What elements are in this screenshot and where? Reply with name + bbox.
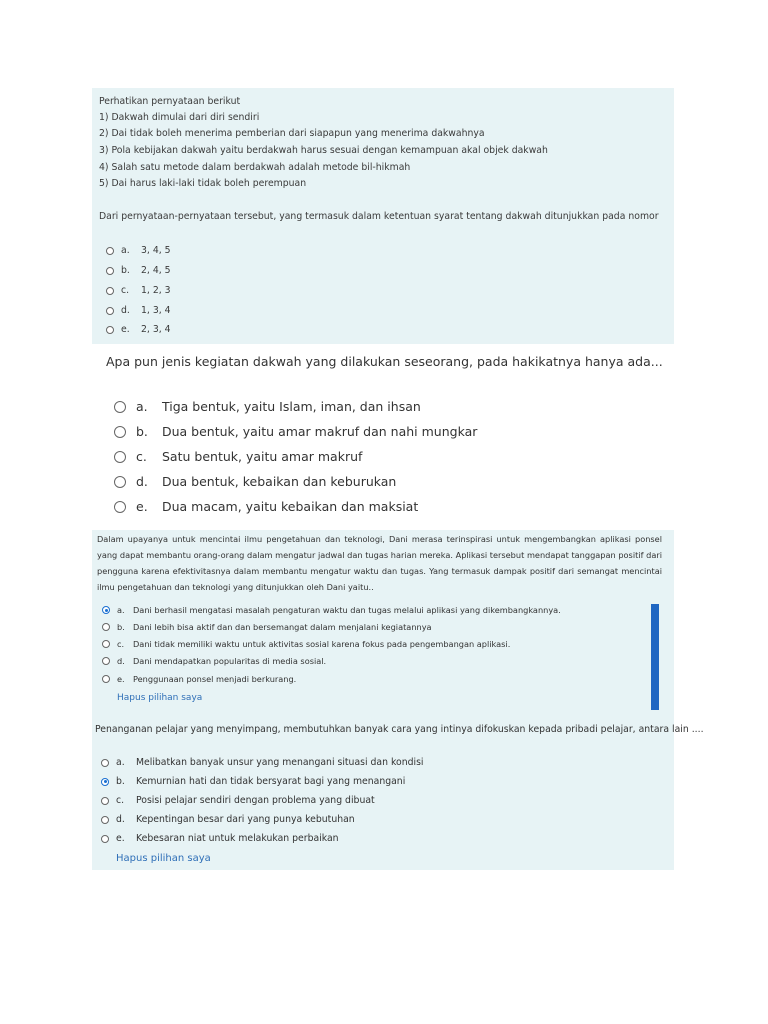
q2-option-e[interactable] [114,499,418,514]
option-letter: d. [136,474,148,489]
option-letter: e. [117,674,125,684]
radio-button[interactable] [102,675,110,683]
option-text: 3, 4, 5 [141,245,171,256]
question-3-text: Dalam upayanya untuk mencintai ilmu pengetahuan dan teknologi, Dani merasa terinspirasi untuk mengembangkan aplikasi ponsel yang dapat membantu orang-orang dalam mengatur jadwal dan tugas harian mereka. Aplikasi tersebut mendapat tanggapan positif dari pengguna karena efektivitasnya dalam membantu mengatur waktu dan tugas. Yang termasuk dampak positif dari semangat mencintai ilmu pengetahuan dan teknologi yang ditunjukkan oleh Dani yaitu.. [97,534,662,592]
option-text: 1, 3, 4 [141,305,171,316]
clear-choice-link[interactable]: Hapus pilihan saya [117,693,203,703]
q1-option-a[interactable] [106,245,171,256]
radio-button[interactable] [102,657,110,665]
radio-button[interactable] [106,267,114,275]
option-letter: b. [117,622,125,632]
option-text: 1, 2, 3 [141,285,171,296]
q1-option-e[interactable] [106,324,171,335]
q3-option-d[interactable] [102,656,326,666]
option-text: Tiga bentuk, yaitu Islam, iman, dan ihsan [162,399,421,414]
q3-option-c[interactable] [102,639,510,649]
question-1-text: Dari pernyataan-pernyataan tersebut, yang termasuk dalam ketentuan syarat tentang dakwah ditunjukkan pada nomor [99,211,659,222]
radio-button[interactable] [106,326,114,334]
statement-5: 5) Dai harus laki-laki tidak boleh perempuan [99,178,307,189]
q1-option-d[interactable] [106,305,171,316]
statement-3: 3) Pola kebijakan dakwah yaitu berdakwah harus sesuai dengan kemampuan akal objek dakwah [99,145,548,156]
radio-button[interactable] [101,835,109,843]
option-letter: c. [117,639,125,649]
radio-button-selected[interactable] [101,778,109,786]
q2-option-c[interactable] [114,449,362,464]
option-text: Kemurnian hati dan tidak bersyarat bagi yang menangani [136,776,406,787]
q2-option-b[interactable] [114,424,477,439]
option-letter: a. [117,605,125,615]
radio-button[interactable] [102,623,110,631]
option-letter: e. [136,499,148,514]
q3-option-a[interactable] [102,605,561,615]
radio-button[interactable] [114,401,126,413]
q4-option-a[interactable] [101,757,424,768]
q1-option-c[interactable] [106,285,171,296]
q4-option-b[interactable] [101,776,405,787]
radio-button[interactable] [114,426,126,438]
radio-button[interactable] [106,307,114,315]
q2-option-d[interactable] [114,474,396,489]
q4-option-d[interactable] [101,814,355,825]
option-text: Dani berhasil mengatasi masalah pengaturan waktu dan tugas melalui aplikasi yang dikembangkannya. [133,605,561,615]
radio-button[interactable] [101,816,109,824]
statement-1: 1) Dakwah dimulai dari diri sendiri [99,112,260,123]
option-text: Dani mendapatkan popularitas di media sosial. [133,656,327,666]
option-text: Melibatkan banyak unsur yang menangani situasi dan kondisi [136,757,424,768]
option-letter: b. [136,424,148,439]
option-text: Satu bentuk, yaitu amar makruf [162,449,363,464]
q1-option-b[interactable] [106,265,171,276]
option-letter: d. [121,305,130,316]
option-letter: c. [116,795,125,806]
option-letter: e. [121,324,130,335]
question-4-panel [92,714,674,870]
q3-option-e[interactable] [102,674,296,684]
option-text: Dani lebih bisa aktif dan dan bersemangat dalam menjalani kegiatannya [133,622,432,632]
option-letter: a. [121,245,130,256]
option-letter: c. [136,449,147,464]
option-letter: a. [116,757,125,768]
option-text: Dua bentuk, yaitu amar makruf dan nahi mungkar [162,424,478,439]
scrollbar[interactable] [651,604,659,710]
radio-button[interactable] [101,759,109,767]
option-letter: b. [121,265,130,276]
statement-2: 2) Dai tidak boleh menerima pemberian dari siapapun yang menerima dakwahnya [99,128,485,139]
question-4-text: Penanganan pelajar yang menyimpang, membutuhkan banyak cara yang intinya difokuskan kepada pribadi pelajar, antara lain .... [95,724,704,735]
question-2-text: Apa pun jenis kegiatan dakwah yang dilakukan seseorang, pada hakikatnya hanya ada... [106,354,663,369]
q4-option-e[interactable] [101,833,339,844]
radio-button[interactable] [114,501,126,513]
option-text: Dani tidak memiliki waktu untuk aktivitas sosial karena fokus pada pengembangan aplikasi. [133,639,511,649]
radio-button-selected[interactable] [102,606,110,614]
option-text: Kepentingan besar dari yang punya kebutuhan [136,814,355,825]
q4-option-c[interactable] [101,795,375,806]
radio-button[interactable] [102,640,110,648]
option-text: Penggunaan ponsel menjadi berkurang. [133,674,297,684]
option-text: Dua macam, yaitu kebaikan dan maksiat [162,499,419,514]
option-letter: b. [116,776,125,787]
statement-4: 4) Salah satu metode dalam berdakwah adalah metode bil-hikmah [99,162,411,173]
radio-button[interactable] [106,287,114,295]
option-letter: d. [117,656,125,666]
option-letter: c. [121,285,130,296]
radio-button[interactable] [101,797,109,805]
option-text: 2, 3, 4 [141,324,171,335]
option-letter: d. [116,814,125,825]
q2-option-a[interactable] [114,399,421,414]
option-text: 2, 4, 5 [141,265,171,276]
option-letter: e. [116,833,125,844]
radio-button[interactable] [114,476,126,488]
question-1-heading: Perhatikan pernyataan berikut [99,96,241,107]
option-text: Kebesaran niat untuk melakukan perbaikan [136,833,339,844]
option-letter: a. [136,399,148,414]
radio-button[interactable] [106,247,114,255]
option-text: Dua bentuk, kebaikan dan keburukan [162,474,397,489]
q3-option-b[interactable] [102,622,432,632]
option-text: Posisi pelajar sendiri dengan problema yang dibuat [136,795,375,806]
radio-button[interactable] [114,451,126,463]
clear-choice-link[interactable]: Hapus pilihan saya [116,853,211,864]
